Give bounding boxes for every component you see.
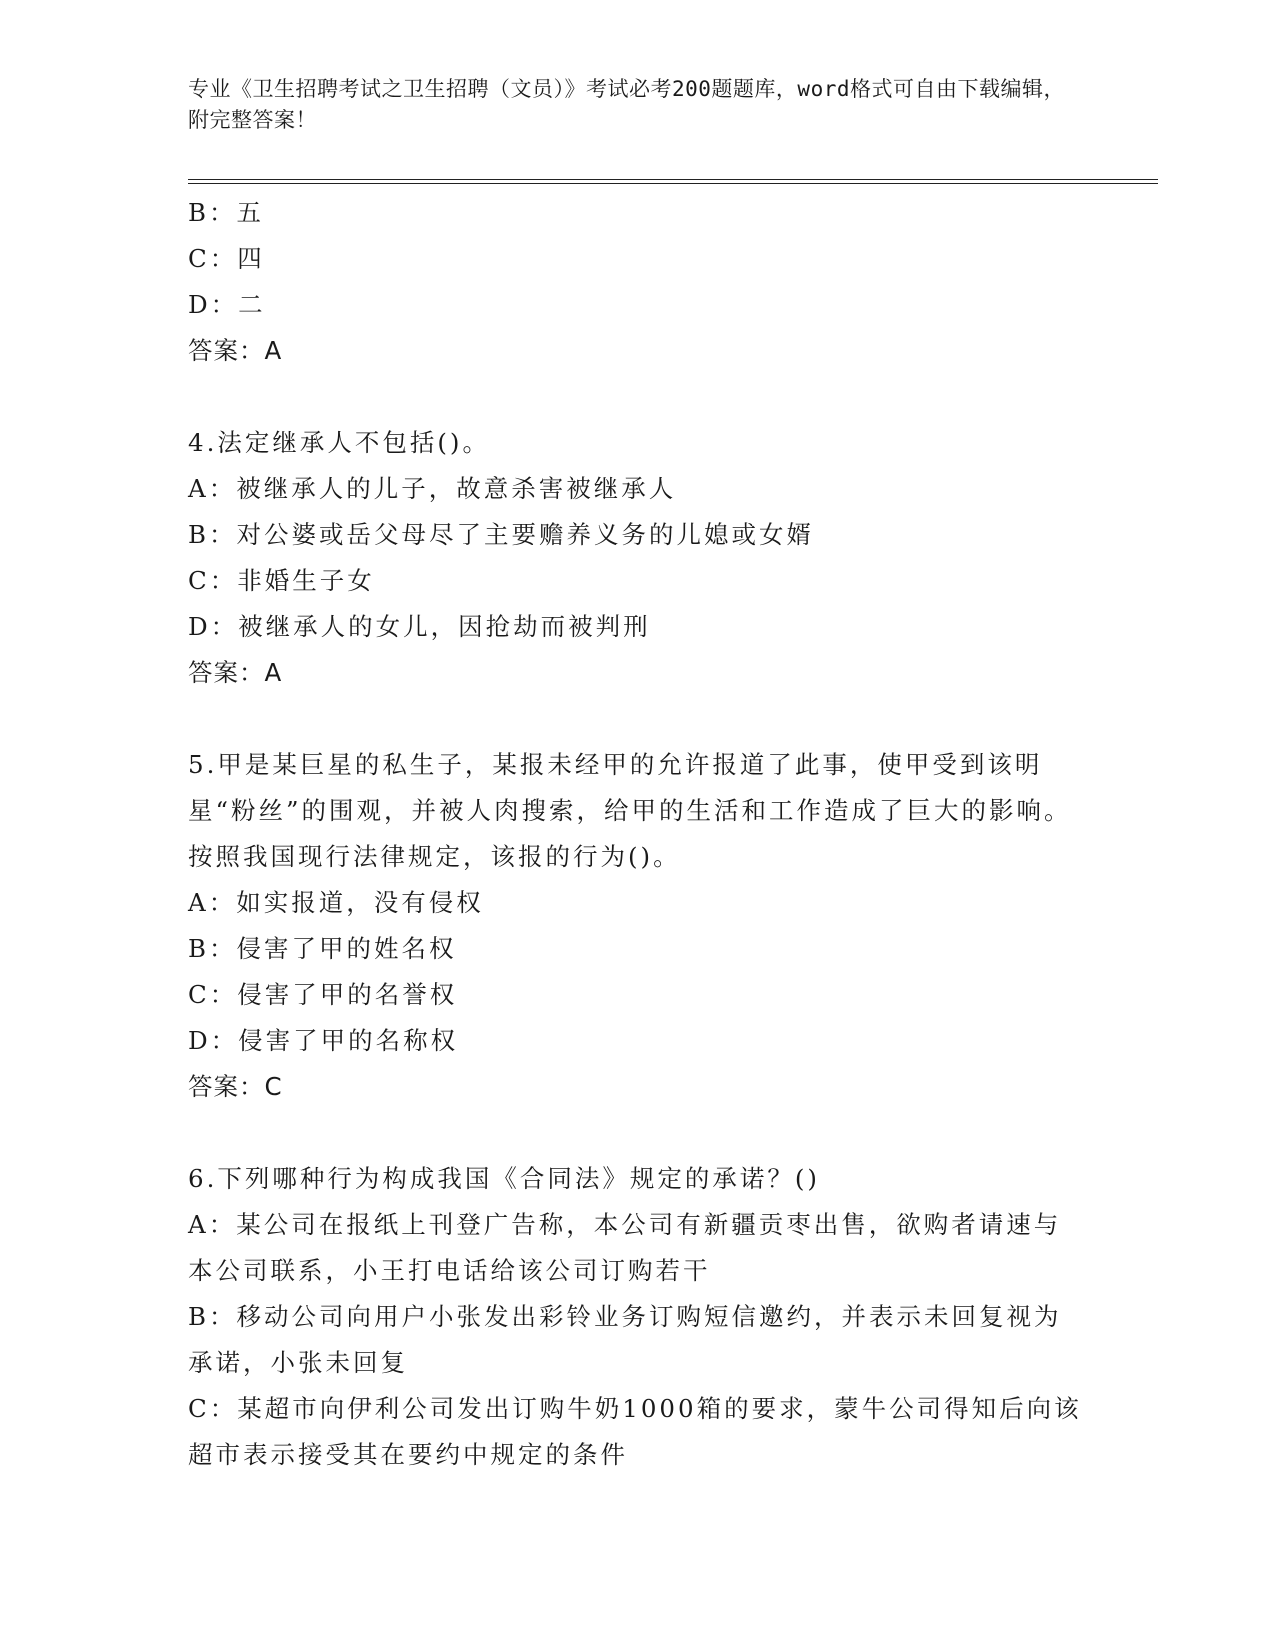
document-header: 专业《卫生招聘考试之卫生招聘（文员）》考试必考200题题库，word格式可自由下载编辑，附完整答案！: [188, 77, 1065, 132]
spacer: [188, 374, 1088, 420]
option-a: A：某公司在报纸上刊登广告称，本公司有新疆贡枣出售，欲购者请速与本公司联系，小王打电话给该公司订购若干: [188, 1210, 1062, 1285]
option-c: C：非婚生子女: [188, 566, 375, 595]
header-divider-bottom: [188, 183, 1158, 184]
option-d: D：二: [188, 290, 266, 319]
option-b: B：移动公司向用户小张发出彩铃业务订购短信邀约，并表示未回复视为承诺，小张未回复: [188, 1302, 1062, 1377]
question-text: 6.下列哪种行为构成我国《合同法》规定的承诺？(): [188, 1164, 820, 1193]
option-c: C：某超市向伊利公司发出订购牛奶1000箱的要求，蒙牛公司得知后向该超市表示接受其在要约中规定的条件: [188, 1394, 1082, 1469]
question-4: [188, 420, 1088, 696]
option-b: B：对公婆或岳父母尽了主要赡养义务的儿媳或女婿: [188, 520, 815, 549]
option-c: C：四: [188, 244, 265, 273]
option-b: B：五: [188, 198, 265, 227]
question-text: 5.甲是某巨星的私生子，某报未经甲的允许报道了此事，使甲受到该明星“粉丝”的围观，并被人肉搜索，给甲的生活和工作造成了巨大的影响。按照我国现行法律规定，该报的行为()。: [188, 750, 1072, 871]
spacer: [188, 1110, 1088, 1156]
header-divider-top: [188, 179, 1158, 180]
spacer: [188, 696, 1088, 742]
question-text: 4.法定继承人不包括()。: [188, 428, 490, 457]
option-b: B：侵害了甲的姓名权: [188, 934, 457, 963]
option-d: D：侵害了甲的名称权: [188, 1026, 459, 1055]
option-d: D：被继承人的女儿，因抢劫而被判刑: [188, 612, 651, 641]
question-6: [188, 1156, 1088, 1478]
question-content: [188, 190, 1088, 1478]
option-a: A：如实报道，没有侵权: [188, 888, 484, 917]
answer-line: 答案：C: [188, 1072, 283, 1101]
answer-line: 答案：A: [188, 658, 283, 687]
option-a: A：被继承人的儿子，故意杀害被继承人: [188, 474, 677, 503]
question-3-tail: [188, 190, 1088, 374]
option-c: C：侵害了甲的名誉权: [188, 980, 458, 1009]
answer-line: 答案：A: [188, 336, 283, 365]
question-5: [188, 742, 1088, 1110]
